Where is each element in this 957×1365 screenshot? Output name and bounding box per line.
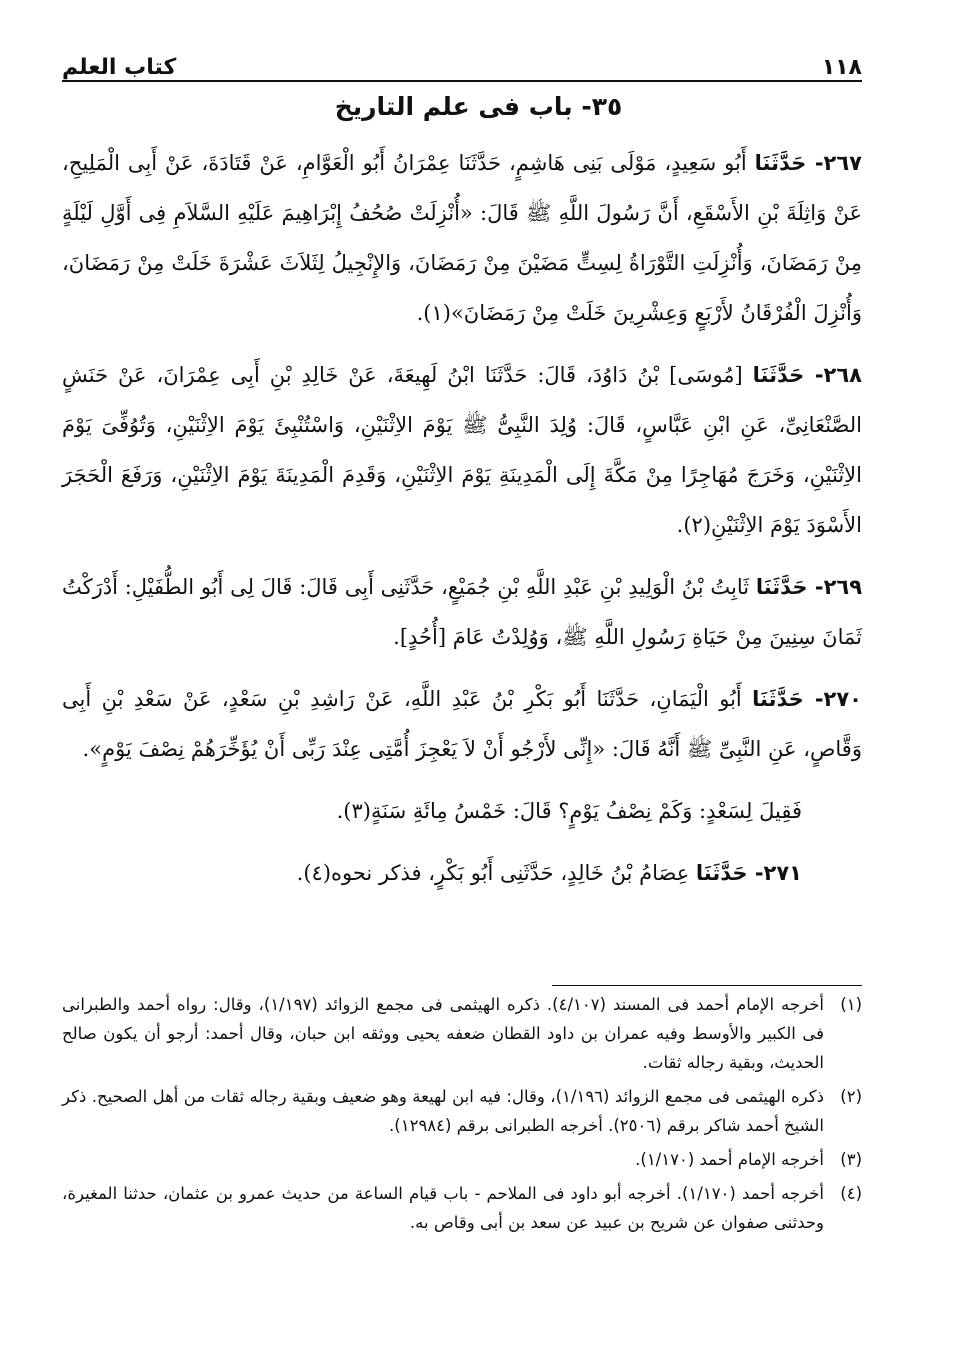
footnote-marker: (٤) xyxy=(840,1184,862,1203)
book-title: كتاب العلم xyxy=(62,55,177,80)
hadith-text: أَبُو الْيَمَانِ، حَدَّثَنَا أَبُو بَكْرِ بْنُ عَبْدِ اللَّهِ، عَنْ رَاشِدِ بْنِ سَعْدٍ، عَنْ سَعْدِ بْنِ أَبِى وَقَّاصٍ، عَنِ النَّبِىِّ ﷺ أَنَّهُ قَالَ: «إِنِّى لأَرْجُو أَنْ لاَ يَعْجِزَ أُمَّتِى عِنْدَ رَبِّى أَنْ يُؤَخِّرَهُمْ نِصْفَ يَوْمٍ». xyxy=(62,687,862,761)
main-text xyxy=(62,138,862,910)
footnotes xyxy=(62,990,862,1242)
running-header xyxy=(62,42,862,80)
footnote xyxy=(62,1082,862,1140)
hadith-number: ٢٧١ xyxy=(763,861,802,885)
header-rule xyxy=(62,80,862,82)
chapter-title: ٣٥- باب فى علم التاريخ xyxy=(334,92,623,121)
hadith-paragraph xyxy=(62,562,862,662)
hadith-paragraph xyxy=(62,350,862,550)
hadith-number: ٢٦٧ xyxy=(823,151,862,175)
footnote-text: أخرجه الإمام أحمد (١/١٧٠). xyxy=(635,1150,824,1169)
footnote-marker: (١) xyxy=(840,995,862,1014)
hadith-text: عِصَامُ بْنُ خَالِدٍ، حَدَّثَنِى أَبُو بَكْرٍ، فذكر نحوه(٤). xyxy=(296,861,696,885)
footnote-text: أخرجه أحمد (١/١٧٠). أخرجه أبو داود فى الملاحم - باب قيام الساعة من حديث عمرو بن عثمان، حدثنا المغيرة، وحدثنى صفوان عن شريح بن عبيد عن سعد بن أبى وقاص به. xyxy=(62,1184,824,1232)
footnote-marker: (٢) xyxy=(840,1087,862,1106)
footnote-marker: (٣) xyxy=(840,1150,862,1169)
hadith-lead: - حَدَّثَنَا xyxy=(752,363,824,387)
footnote-text: أخرجه الإمام أحمد فى المسند (٤/١٠٧). ذكره الهيثمى فى مجمع الزوائد (١/١٩٧)، وقال: رواه أحمد والطبرانى فى الكبير والأوسط وفيه عمران بن داود القطان ضعفه يحيى ووثقه ابن حبان، وقال أحمد: أرجو أن يكون صالح الحديث، وبقية رجاله ثقات. xyxy=(62,995,824,1072)
hadith-lead: - حَدَّثَنَا xyxy=(695,861,764,885)
hadith-lead: - حَدَّثَنَا xyxy=(755,575,824,599)
footnote xyxy=(62,1145,862,1174)
hadith-paragraph xyxy=(62,674,862,774)
hadith-paragraph xyxy=(62,138,862,338)
hadith-continuation: فَقِيلَ لِسَعْدٍ: وَكَمْ نِصْفُ يَوْمٍ؟ قَالَ: خَمْسُ مِائَةِ سَنَةٍ(٣). xyxy=(336,799,802,823)
hadith-paragraph xyxy=(62,848,862,898)
footnote xyxy=(62,1179,862,1237)
footnote xyxy=(62,990,862,1077)
footnote-text: ذكره الهيثمى فى مجمع الزوائد (١/١٩٦)، وقال: فيه ابن لهيعة وهو ضعيف وبقية رجاله ثقات من أهل الصحيح. ذكر الشيخ أحمد شاكر برقم (٢٥٠٦). أخرجه الطبرانى برقم (١٢٩٨٤). xyxy=(62,1087,824,1135)
hadith-text: أَبُو سَعِيدٍ، مَوْلَى بَنِى هَاشِمٍ، حَدَّثَنَا عِمْرَانُ أَبُو الْعَوَّامِ، عَنْ قَتَادَةَ، عَنْ أَبِى الْمَلِيحِ، عَنْ وَاثِلَةَ بْنِ الأَسْقَعِ، أَنَّ رَسُولَ اللَّهِ ﷺ قَالَ: «أُنْزِلَتْ صُحُفُ إِبْرَاهِيمَ عَلَيْهِ السَّلاَمِ فِى أَوَّلِ لَيْلَةٍ مِنْ رَمَضَانَ، وَأُنْزِلَتِ التَّوْرَاةُ لِسِتٍّ مَضَيْنَ مِنْ رَمَضَانَ، وَالإِنْجِيلُ لِثَلاَثَ عَشْرَةَ خَلَتْ مِنْ رَمَضَانَ، وَأُنْزِلَ الْفُرْقَانُ لأَرْبَعٍ وَعِشْرِينَ خَلَتْ مِنْ رَمَضَانَ»(١). xyxy=(62,151,862,325)
footnote-separator xyxy=(552,985,862,986)
page-number: ١١٨ xyxy=(821,55,862,80)
hadith-lead: - حَدَّثَنَا xyxy=(754,151,824,175)
hadith-number: ٢٧٠ xyxy=(823,687,862,711)
hadith-text: [مُوسَى] بْنُ دَاوُدَ، قَالَ: حَدَّثَنَا ابْنُ لَهِيعَةَ، عَنْ خَالِدِ بْنِ أَبِى عِمْرَانَ، عَنْ حَنَشٍ الصَّنْعَانِىِّ، عَنِ ابْنِ عَبَّاسٍ، قَالَ: وُلِدَ النَّبِىُّ ﷺ يَوْمَ الاِثْنَيْنِ، وَاسْتُنْبِئَ يَوْمَ الاِثْنَيْنِ، وَتُوُفِّىَ يَوْمَ الاِثْنَيْنِ، وَخَرَجَ مُهَاجِرًا مِنْ مَكَّةَ إِلَى الْمَدِينَةِ يَوْمَ الاِثْنَيْنِ، وَقَدِمَ الْمَدِينَةَ يَوْمَ الاِثْنَيْنِ، وَرَفَعَ الْحَجَرَ الأَسْوَدَ يَوْمَ الاِثْنَيْنِ(٢). xyxy=(62,363,862,537)
hadith-text: ثَابِتُ بْنُ الْوَلِيدِ بْنِ عَبْدِ اللَّهِ بْنِ جُمَيْعٍ، حَدَّثَنِى أَبِى قَالَ: قَالَ لِى أَبُو الطُّفَيْلِ: أَدْرَكْتُ ثَمَانَ سِنِينَ مِنْ حَيَاةِ رَسُولِ اللَّهِ ﷺ، وَوُلِدْتُ عَامَ [أُحُدٍ]. xyxy=(62,575,862,649)
hadith-number: ٢٦٩ xyxy=(823,575,863,599)
hadith-lead: - حَدَّثَنَا xyxy=(752,687,824,711)
hadith-number: ٢٦٨ xyxy=(823,363,862,387)
